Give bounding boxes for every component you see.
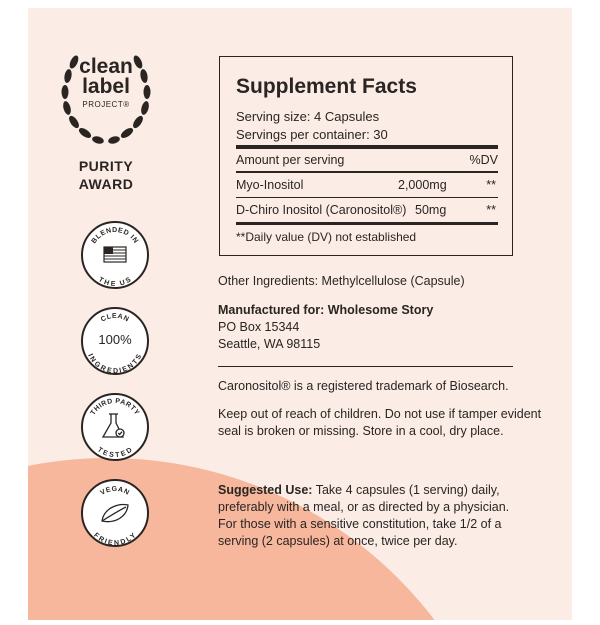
amount-per-serving-header: Amount per serving [236, 153, 345, 167]
seal-3-top-text: THIRD PARTY [89, 397, 141, 417]
manufacturer-address-2: Seattle, WA 98115 [218, 337, 321, 351]
dv-header: %DV [469, 153, 498, 167]
medium-divider [236, 171, 498, 173]
suggested-use-label: Suggested Use: [218, 483, 313, 497]
award-title-line-1: PURITY [78, 158, 134, 174]
trademark-notice: Caronositol® is a registered trademark of Biosearch. [218, 379, 509, 393]
manufacturer-label: Manufactured for: Wholesome Story [218, 303, 434, 317]
suggested-use-text: Take 4 capsules (1 serving) daily, [312, 483, 500, 497]
purity-award-badge [60, 42, 152, 202]
suggested-use-line-3: For those with a sensitive constitution, take 1/2 of a [218, 517, 502, 531]
award-brand-word-3: PROJECT® [82, 100, 130, 109]
seal-1-top-text: BLENDED IN [90, 226, 140, 246]
section-divider [218, 366, 513, 367]
nutrient-amount: 2,000mg [398, 178, 447, 192]
nutrient-name: D-Chiro Inositol (Caronositol®) [236, 203, 407, 217]
facts-footnote: **Daily value (DV) not established [236, 230, 417, 244]
seal-2-center-text: 100% [98, 332, 132, 347]
seal-vegan-friendly [80, 478, 150, 548]
suggested-use-line-1 [218, 482, 500, 500]
nutrient-amount: 50mg [415, 203, 447, 217]
seal-3-bottom-text: TESTED [95, 446, 134, 460]
nutrient-name: Myo-Inositol [236, 178, 304, 192]
warning-line-1: Keep out of reach of children. Do not use if tamper evident [218, 407, 542, 421]
manufacturer-address-1: PO Box 15344 [218, 320, 300, 334]
nutrient-dv: ** [486, 203, 496, 217]
seal-third-party-tested [80, 392, 150, 462]
nutrient-dv: ** [486, 178, 496, 192]
suggested-use-line-4: serving (2 capsules) at once, twice per day. [218, 534, 458, 548]
serving-size: Serving size: 4 Capsules [236, 109, 380, 124]
thick-divider [236, 145, 498, 149]
award-brand-word-1: clean [79, 55, 133, 78]
other-ingredients: Other Ingredients: Methylcellulose (Capsule) [218, 274, 465, 288]
label-background [28, 8, 572, 620]
seal-4-bottom-text: FRIENDLY [92, 531, 138, 548]
servings-per-container: Servings per container: 30 [236, 127, 388, 142]
seal-clean-ingredients [80, 306, 150, 376]
facts-title: Supplement Facts [236, 75, 417, 98]
suggested-use-line-2: preferably with a meal, or as directed by a physician. [218, 500, 510, 514]
seal-4-top-text: VEGAN [99, 485, 131, 497]
seal-2-top-text: CLEAN [99, 312, 131, 324]
warning-line-2: seal is broken or missing. Store in a cool, dry place. [218, 424, 504, 438]
row-divider [236, 197, 498, 198]
seal-2-bottom-text: INGREDIENTS [86, 352, 144, 376]
thick-divider [236, 222, 498, 225]
seal-blended-in-us [80, 220, 150, 290]
award-title-line-2: AWARD [78, 176, 134, 192]
seal-1-bottom-text: THE US [97, 276, 133, 289]
supplement-facts-panel [219, 56, 513, 256]
award-brand-word-2: label [82, 75, 130, 98]
